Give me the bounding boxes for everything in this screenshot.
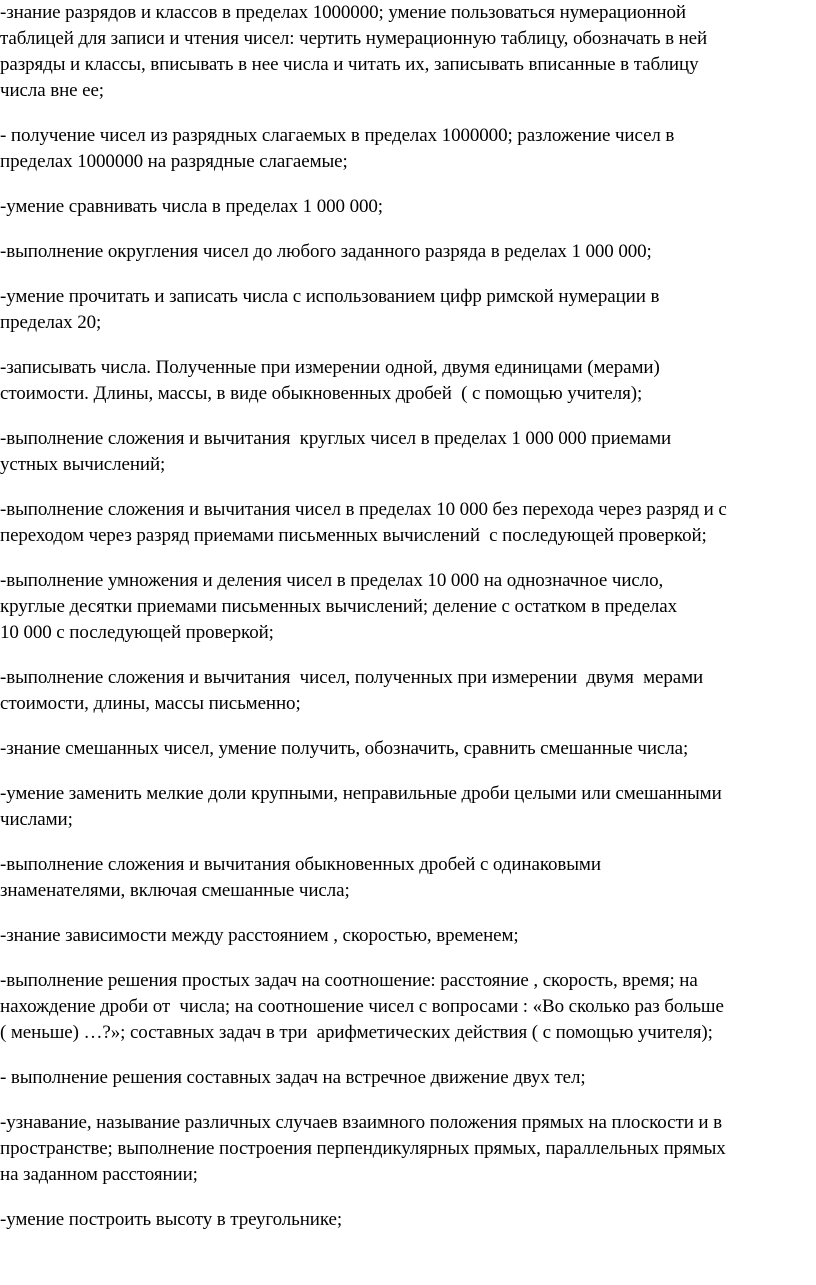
text-line: числами; (0, 809, 73, 830)
text-line: таблицей для записи и чтения чисел: чертить нумерационную таблицу, обозначать в ней (0, 28, 708, 49)
text-line: -выполнение сложения и вычитания чисел, полученных при измерении двумя мерами (0, 667, 704, 688)
text-line: пространстве; выполнение построения перпендикулярных прямых, параллельных прямых (0, 1138, 726, 1159)
text-line: -выполнение сложения и вычитания обыкновенных дробей с одинаковыми (0, 854, 601, 875)
paragraph (0, 781, 816, 833)
paragraph (0, 123, 816, 175)
paragraph (0, 736, 816, 762)
paragraph (0, 239, 816, 265)
text-line: -умение заменить мелкие доли крупными, неправильные дроби целыми или смешанными (0, 783, 722, 804)
text-line: -умение прочитать и записать числа с использованием цифр римской нумерации в (0, 286, 660, 307)
paragraph (0, 852, 816, 904)
paragraph (0, 1110, 816, 1188)
text-line: на заданном расстоянии; (0, 1164, 198, 1185)
text-line: -знание разрядов и классов в пределах 1000000; умение пользоваться нумерационной (0, 2, 686, 23)
text-line: знаменателями, включая смешанные числа; (0, 880, 350, 901)
text-line: стоимости. Длины, массы, в виде обыкновенных дробей ( с помощью учителя); (0, 383, 643, 404)
paragraph (0, 568, 816, 646)
paragraph (0, 1065, 816, 1091)
paragraph (0, 923, 816, 949)
text-line: - получение чисел из разрядных слагаемых в пределах 1000000; разложение чисел в (0, 125, 675, 146)
text-line: нахождение дроби от числа; на соотношение чисел с вопросами : «Во сколько раз больше (0, 996, 724, 1017)
paragraph (0, 665, 816, 717)
text-line: - выполнение решения составных задач на встречное движение двух тел; (0, 1067, 586, 1088)
text-line: -умение сравнивать числа в пределах 1 000 000; (0, 196, 383, 217)
paragraph (0, 497, 816, 549)
text-line: -выполнение сложения и вычитания чисел в пределах 10 000 без перехода через разряд и с (0, 499, 727, 520)
text-line: круглые десятки приемами письменных вычислений; деление с остатком в пределах (0, 596, 678, 617)
text-line: -выполнение умножения и деления чисел в пределах 10 000 на однозначное число, (0, 570, 664, 591)
paragraph (0, 968, 816, 1046)
text-line: устных вычислений; (0, 454, 166, 475)
text-line: числа вне ее; (0, 80, 104, 101)
text-line: -выполнение округления чисел до любого заданного разряда в ределах 1 000 000; (0, 241, 652, 262)
paragraph (0, 426, 816, 478)
text-line: -узнавание, называние различных случаев взаимного положения прямых на плоскости и в (0, 1112, 723, 1133)
text-line: пределах 20; (0, 312, 102, 333)
text-line: -выполнение решения простых задач на соотношение: расстояние , скорость, время; на (0, 970, 698, 991)
paragraph (0, 194, 816, 220)
text-line: 10 000 с последующей проверкой; (0, 622, 274, 643)
text-line: переходом через разряд приемами письменных вычислений с последующей проверкой; (0, 525, 707, 546)
text-line: разряды и классы, вписывать в нее числа и читать их, записывать вписанные в таблицу (0, 54, 699, 75)
text-line: -знание зависимости между расстоянием , скоростью, временем; (0, 925, 519, 946)
paragraph (0, 0, 816, 104)
text-line: -записывать числа. Полученные при измерении одной, двумя единицами (мерами) (0, 357, 660, 378)
paragraph (0, 284, 816, 336)
text-line: стоимости, длины, массы письменно; (0, 693, 301, 714)
text-line: ( меньше) …?»; составных задач в три арифметических действия ( с помощью учителя); (0, 1022, 713, 1043)
text-line: -выполнение сложения и вычитания круглых чисел в пределах 1 000 000 приемами (0, 428, 672, 449)
paragraph (0, 355, 816, 407)
paragraph (0, 1207, 816, 1233)
text-line: -знание смешанных чисел, умение получить, обозначить, сравнить смешанные числа; (0, 738, 689, 759)
text-line: -умение построить высоту в треугольнике; (0, 1209, 343, 1230)
text-line: пределах 1000000 на разрядные слагаемые; (0, 151, 348, 172)
